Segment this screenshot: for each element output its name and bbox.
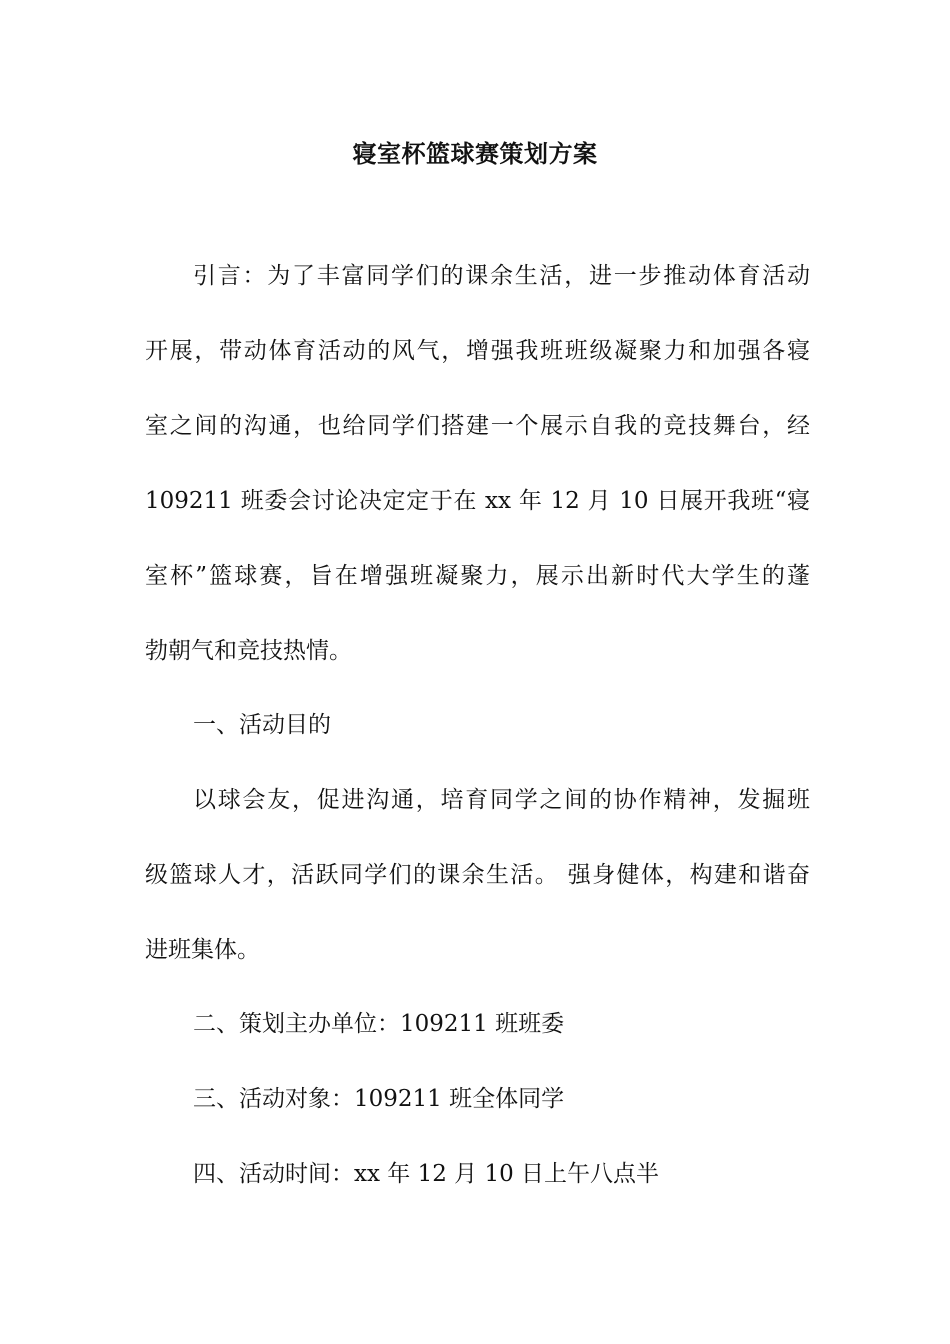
section-organizer: 二、策划主办单位：109211 班班委 [193, 1011, 565, 1037]
purpose-line-3: 进班集体。 [145, 937, 260, 963]
section-heading-purpose: 一、活动目的 [193, 712, 331, 738]
purpose-line-2: 级篮球人才，活跃同学们的课余生活。 强身健体，构建和谐奋 [145, 862, 810, 888]
intro-line-3: 室之间的沟通，也给同学们搭建一个展示自我的竞技舞台，经 [145, 413, 810, 439]
intro-line-1: 引言：为了丰富同学们的课余生活，进一步推动体育活动 [193, 263, 810, 289]
intro-line-6: 勃朝气和竞技热情。 [145, 638, 352, 664]
section-time: 四、活动时间：xx 年 12 月 10 日上午八点半 [193, 1161, 660, 1187]
purpose-line-1: 以球会友，促进沟通，培育同学之间的协作精神，发掘班 [193, 787, 810, 813]
intro-line-4: 109211 班委会讨论决定定于在 xx 年 12 月 10 日展开我班“寝 [145, 488, 810, 514]
section-participants: 三、活动对象：109211 班全体同学 [193, 1086, 565, 1112]
intro-line-5: 室杯”篮球赛，旨在增强班凝聚力，展示出新时代大学生的蓬 [145, 563, 810, 589]
intro-line-2: 开展，带动体育活动的风气，增强我班班级凝聚力和加强各寝 [145, 338, 810, 364]
document-title: 寝室杯篮球赛策划方案 [352, 139, 598, 168]
